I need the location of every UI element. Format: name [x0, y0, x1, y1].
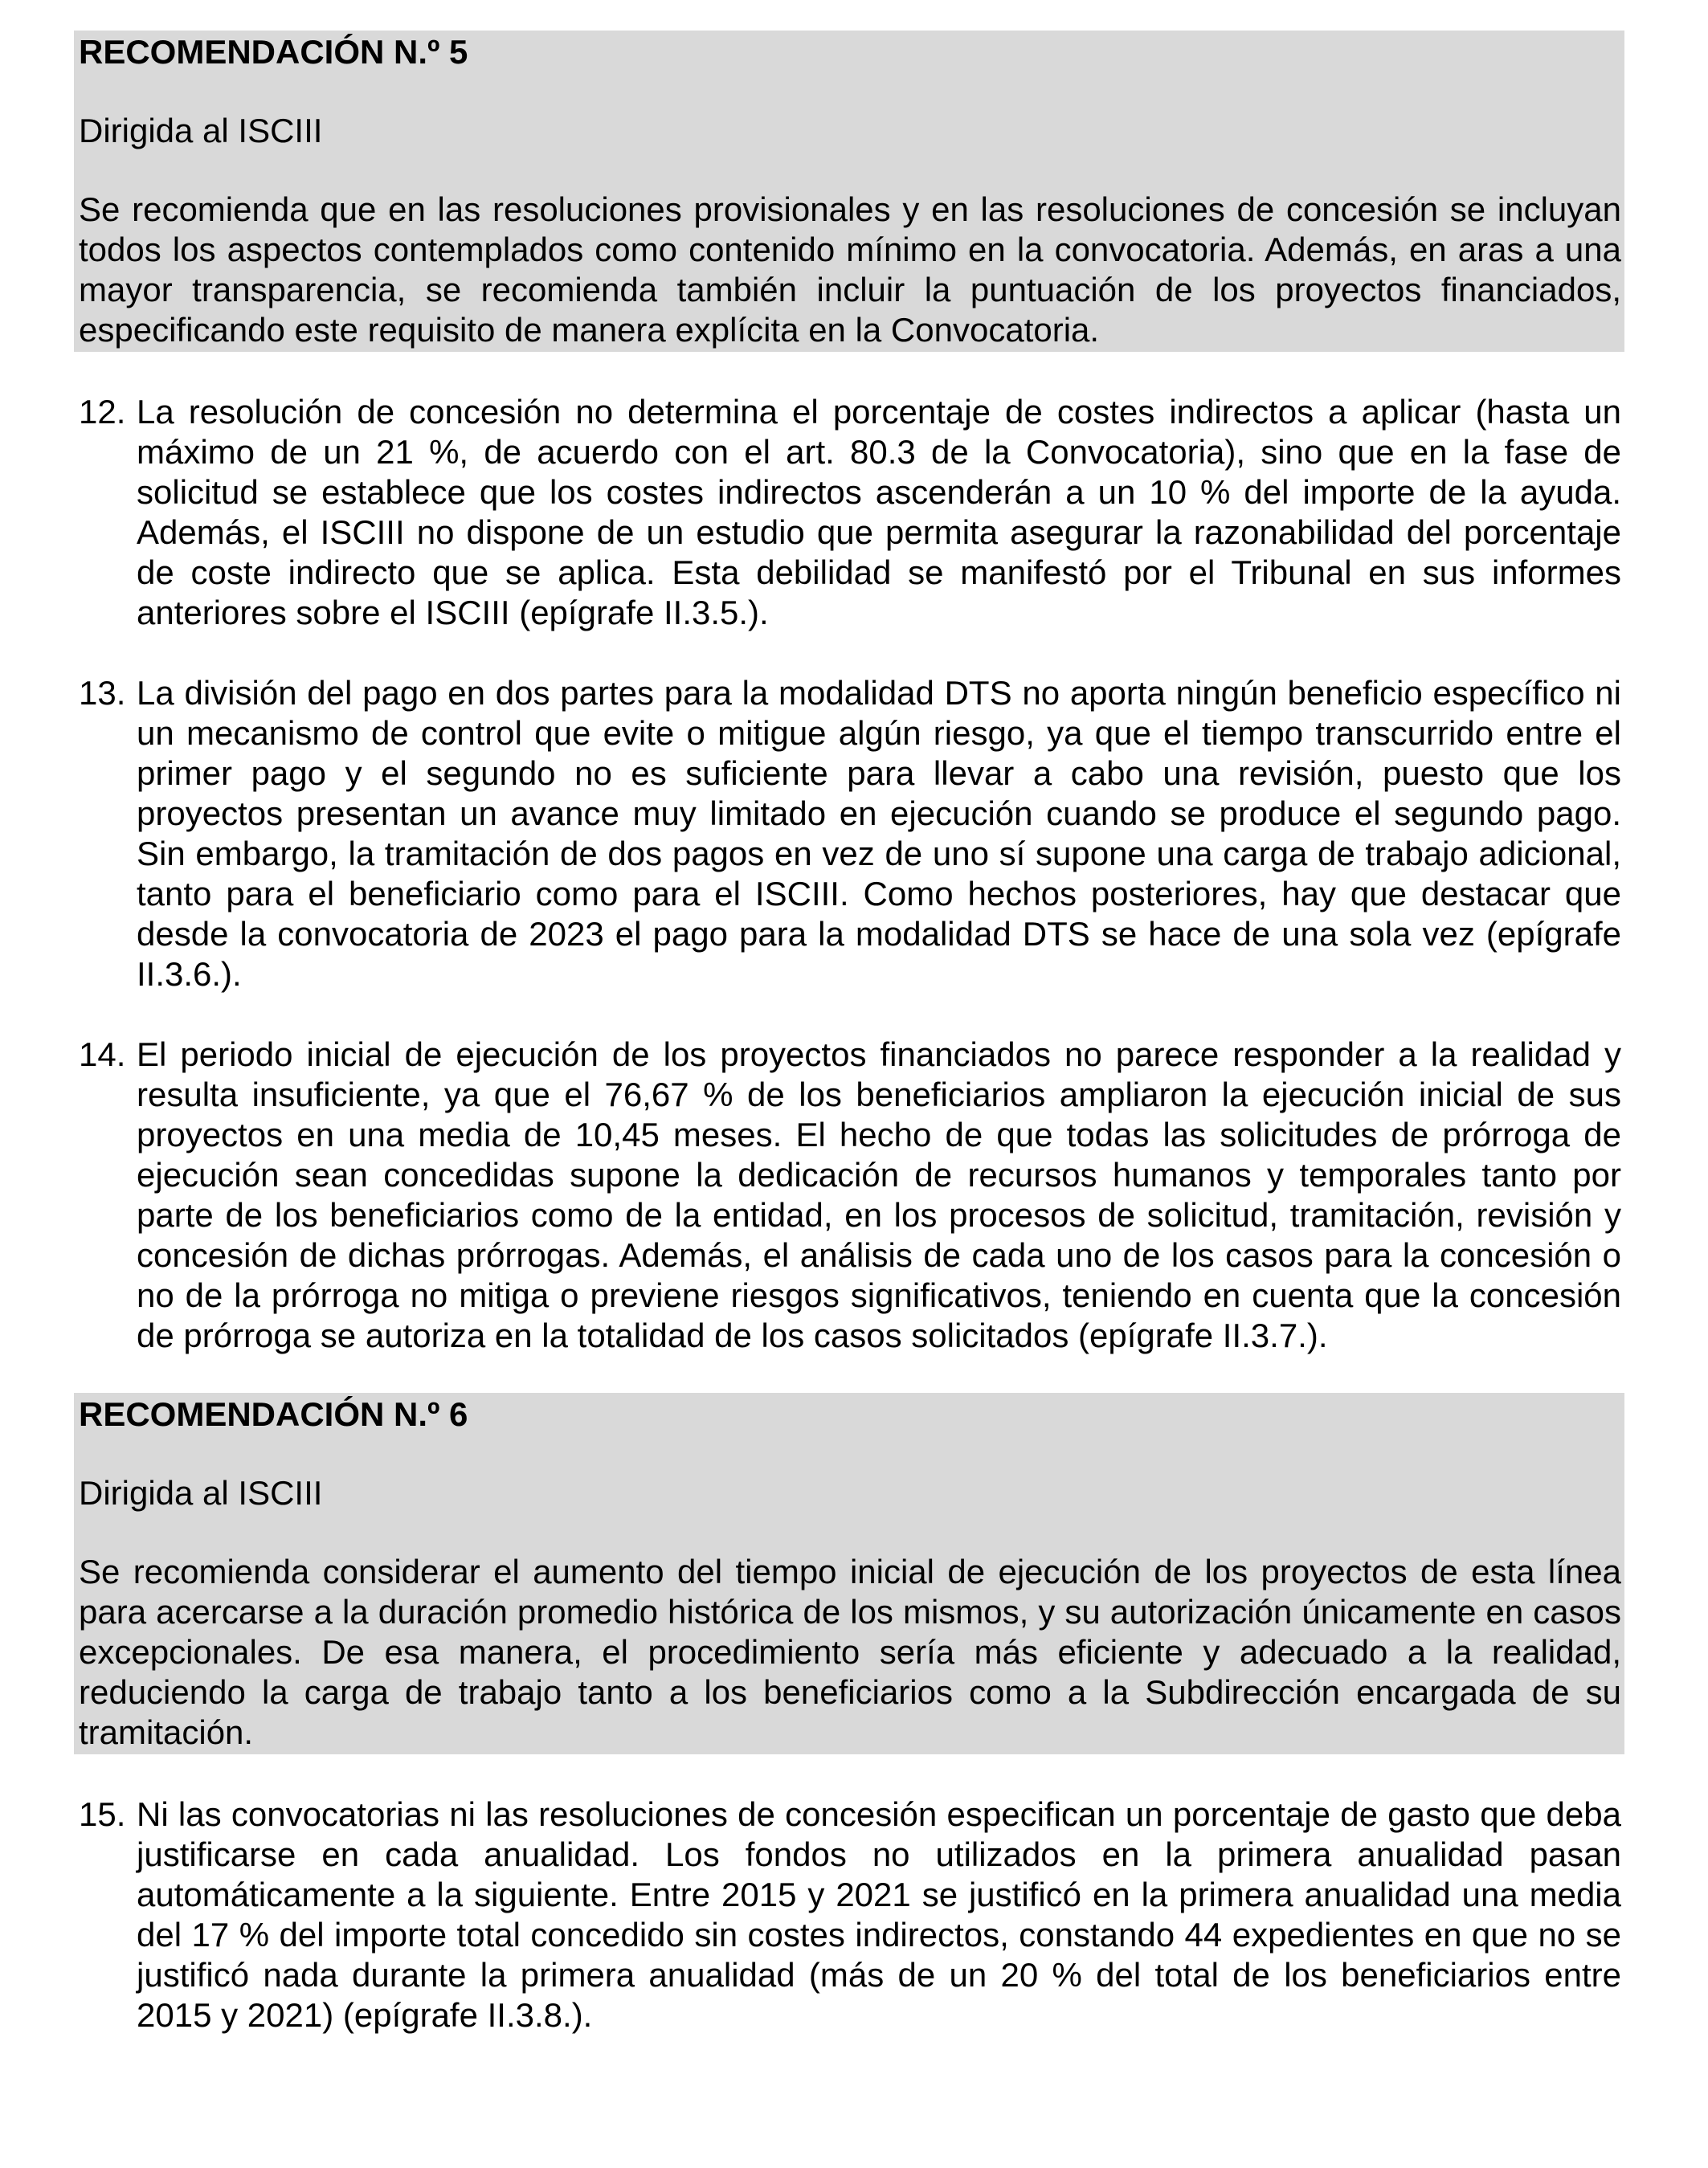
list-item-text: Ni las convocatorias ni las resoluciones de concesión especifican un porcentaje de gasto que deba justificarse en cada anualidad. Los fondos no utilizados en la primera anualidad pasan automáticamente a la siguiente. Entre 2015 y 2021 se justificó en la primera anualidad una media del 17 % del importe total concedido sin costes indirectos, constando 44 expedientes en que no se justificó nada durante la primera anualidad (más de un 20 % del total de los beneficiarios entre 2015 y 2021) (epígrafe II.3.8.).: [137, 1795, 1621, 2034]
list-item-text: El periodo inicial de ejecución de los proyectos financiados no parece responder a la realidad y resulta insuficiente, ya que el 76,67 % de los beneficiarios ampliaron la ejecución inicial de sus proyectos en una media de 10,45 meses. El hecho de que todas las solicitudes de prórroga de ejecución sean concedidas supone la dedicación de recursos humanos y temporales tanto por parte de los beneficiarios como de la entidad, en los procesos de solicitud, tramitación, revisión y concesión de dichas prórrogas. Además, el análisis de cada uno de los casos para la concesión o no de la prórroga no mitiga o previene riesgos significativos, teniendo en cuenta que la concesión de prórroga se autoriza en la totalidad de los casos solicitados (epígrafe II.3.7.).: [137, 1035, 1621, 1354]
list-item-text: La división del pago en dos partes para la modalidad DTS no aporta ningún beneficio específico ni un mecanismo de control que evite o mitigue algún riesgo, ya que el tiempo transcurrido entre el primer pago y el segundo no es suficiente para llevar a cabo una revisión, puesto que los proyectos presentan un avance muy limitado en ejecución cuando se produce el segundo pago. Sin embargo, la tramitación de dos pagos en vez de uno sí supone una carga de trabajo adicional, tanto para el beneficiario como para el ISCIII. Como hechos posteriores, hay que destacar que desde la convocatoria de 2023 el pago para la modalidad DTS se hace de una sola vez (epígrafe II.3.6.).: [137, 674, 1621, 993]
recommendation-text: Se recomienda que en las resoluciones provisionales y en las resoluciones de concesión se incluyan todos los aspectos contemplados como contenido mínimo en la convocatoria. Además, en aras a una mayor transparencia, se recomienda también incluir la puntuación de los proyectos financiados, especificando este requisito de manera explícita en la Convocatoria.: [79, 190, 1621, 349]
recommendation-title: RECOMENDACIÓN N.º 5: [79, 33, 468, 71]
document-page: [74, 31, 1624, 2035]
list-item-number: 12.: [79, 393, 126, 431]
recommendation-text: Se recomienda considerar el aumento del tiempo inicial de ejecución de los proyectos de esta línea para acercarse a la duración promedio histórica de los mismos, y su autorización únicamente en casos excepcionales. De esa manera, el procedimiento sería más eficiente y adecuado a la realidad, reduciendo la carga de trabajo tanto a los beneficiarios como a la Subdirección encargada de su tramitación.: [79, 1553, 1621, 1751]
list-item-14: [74, 1035, 1624, 1356]
list-item-number: 15.: [79, 1795, 126, 1833]
list-item-text: La resolución de concesión no determina el porcentaje de costes indirectos a aplicar (hasta un máximo de un 21 %, de acuerdo con el art. 80.3 de la Convocatoria), sino que en la fase de solicitud se establece que los costes indirectos ascenderán a un 10 % del importe de la ayuda. Además, el ISCIII no dispone de un estudio que permita asegurar la razonabilidad del porcentaje de coste indirecto que se aplica. Esta debilidad se manifestó por el Tribunal en sus informes anteriores sobre el ISCIII (epígrafe II.3.5.).: [137, 393, 1621, 631]
recommendation-target: Dirigida al ISCIII: [79, 1474, 323, 1512]
recommendation-box-5: [74, 31, 1624, 352]
list-item-number: 13.: [79, 674, 126, 712]
list-item-12: [74, 392, 1624, 633]
list-item-15: [74, 1794, 1624, 2035]
list-item-number: 14.: [79, 1035, 126, 1073]
list-item-13: [74, 673, 1624, 994]
recommendation-title: RECOMENDACIÓN N.º 6: [79, 1395, 468, 1433]
recommendation-box-6: [74, 1393, 1624, 1754]
recommendation-target: Dirigida al ISCIII: [79, 112, 323, 149]
